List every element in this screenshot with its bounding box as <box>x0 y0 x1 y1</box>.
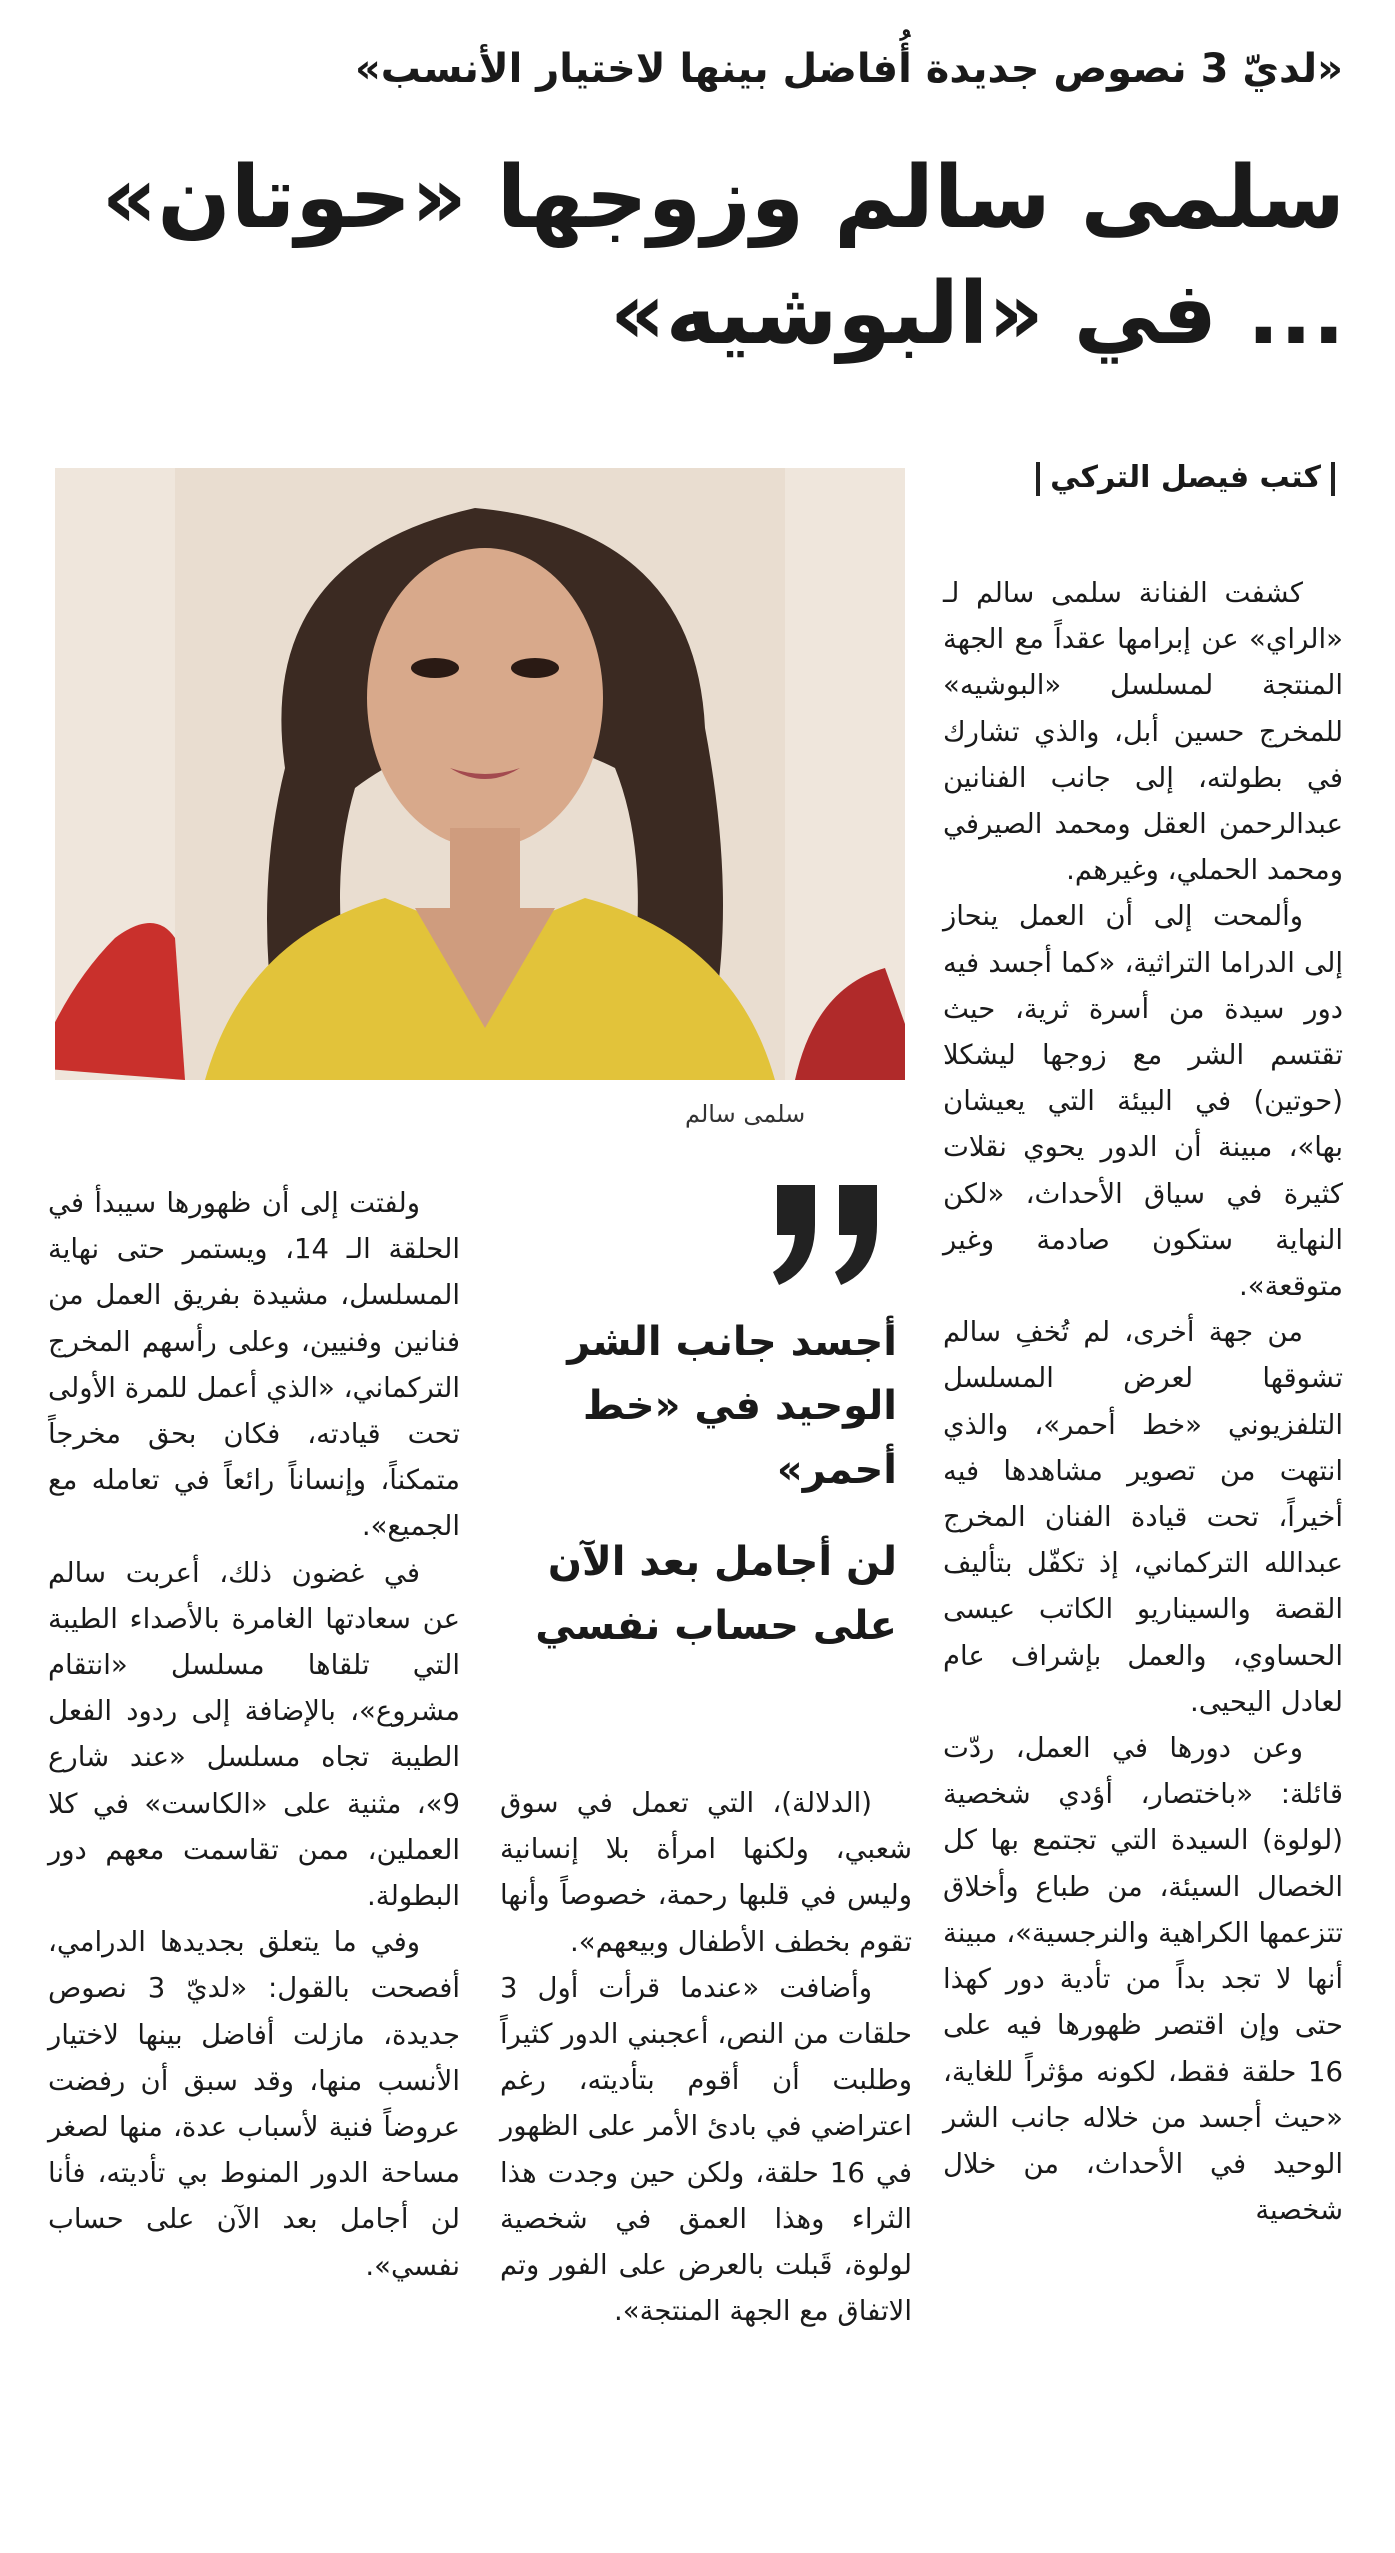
col3-paragraph: وفي ما يتعلق بجديدها الدرامي، أفصحت بالقول: «لديّ 3 نصوص جديدة، مازلت أفاضل بينها لاختيار الأنسب منها، وقد سبق أن رفضت عروضاً فنية لأسباب عدة، منها لصغر مساحة الدور المنوط بي تأديته، فأنا لن أجامل بعد الآن على حساب نفسي». <box>48 1926 460 2282</box>
byline-text: كتب فيصل التركي <box>1050 460 1321 495</box>
kicker: «لديّ 3 نصوص جديدة أُفاضل بينها لاختيار الأنسب» <box>354 46 1343 92</box>
byline <box>1026 460 1345 496</box>
photo-caption: سلمى سالم <box>685 1100 806 1128</box>
col1-paragraph: وألمحت إلى أن العمل ينحاز إلى الدراما التراثية، «كما أجسد فيه دور سيدة من أسرة ثرية، حيث تقتسم الشر مع زوجها ليشكلا (حوتين) في البيئة التي يعيشان بها»، مبينة أن الدور يحوي نقلات كثيرة في سياق الأحداث، «لكن النهاية ستكون صادمة وغير متوقعة». <box>943 900 1343 1303</box>
pull-quote-2: لن أجامل بعد الآن على حساب نفسي <box>535 1539 897 1649</box>
headline <box>55 140 1345 372</box>
col2-paragraph: (الدلالة)، التي تعمل في سوق شعبي، ولكنها امرأة بلا إنسانية وليس في قلبها رحمة، خصوصاً وأنها تقوم بخطف الأطفال وبيعهم». <box>500 1787 912 1958</box>
byline-bar-right <box>1331 462 1335 496</box>
col1-paragraph: من جهة أخرى، لم تُخفِ سالم تشوقها لعرض المسلسل التلفزيوني «خط أحمر»، والذي انتهت من تصوير مشاهدها فيه أخيراً، تحت قيادة الفنان المخرج عبدالله التركماني، إذ تكفّل بتأليف القصة والسيناريو الكاتب عيسى الحساوي، والعمل بإشراف عام لعادل اليحيى. <box>943 1316 1343 1718</box>
col3-paragraph: ولفتت إلى أن ظهورها سيبدأ في الحلقة الـ 14، ويستمر حتى نهاية المسلسل، مشيدة بفريق العمل من فنانين وفنيين، وعلى رأسهم المخرج التركماني، «الذي أعمل للمرة الأولى تحت قيادته، فكان بحق مخرجاً متمكناً، وإنساناً رائعاً في تعامله مع الجميع». <box>48 1187 460 1543</box>
col3-paragraph: في غضون ذلك، أعربت سالم عن سعادتها الغامرة بالأصداء الطيبة التي تلقاها مسلسل «انتقام مشروع»، بالإضافة إلى ردود الفعل الطيبة تجاه مسلسل «عند شارع 9»، مثنية على «الكاست» في كلا العملين، ممن تقاسمت معهم دور البطولة. <box>48 1556 460 1913</box>
headline-line2: ... في «البوشيه» <box>610 264 1345 364</box>
col2-paragraph: وأضافت «عندما قرأت أول 3 حلقات من النص، أعجبني الدور كثيراً وطلبت أن أقوم بتأديته، رغم اعتراضي في بادئ الأمر على الظهور في 16 حلقة، ولكن حين وجدت هذا الثراء وهذا العمق في شخصية لولوة، قَبلت بالعرض على الفور وتم الاتفاق مع الجهة المنتجة». <box>500 1971 912 2328</box>
column-1 <box>943 570 1343 2233</box>
headline-line1: سلمى سالم وزوجها «حوتان» <box>101 148 1345 248</box>
column-3 <box>48 1180 460 2289</box>
portrait-image <box>55 468 905 1080</box>
byline-bar-left <box>1036 462 1040 496</box>
col1-paragraph: وعن دورها في العمل، ردّت قائلة: «باختصار، أؤدي شخصية (لولوة) السيدة التي تجتمع بها كل الخصال السيئة، من طباع وأخلاق تتزعمها الكراهية والنرجسية»، مبينة أنها لا تجد بداً من تأدية دور كهذا حتى وإن اقتصر ظهورها فيه على 16 حلقة فقط، لكونه مؤثراً للغاية، «حيث أجسد من خلاله جانب الشر الوحيد في الأحداث، من خلال شخصية <box>943 1732 1343 2227</box>
quotation-mark-icon <box>767 1180 897 1290</box>
column-2 <box>500 1780 912 2334</box>
col1-paragraph: كشفت الفنانة سلمى سالم لـ «الراي» عن إبرامها عقداً مع الجهة المنتجة لمسلسل «البوشيه» للمخرج حسين أبل، والذي تشارك في بطولته، إلى جانب الفنانين عبدالرحمن العقل ومحمد الصيرفي ومحمد الحملي، وغيرهم. <box>943 577 1343 887</box>
pull-quote-1: أجسد جانب الشر الوحيد في «خط أحمر» <box>567 1319 897 1493</box>
article-photo <box>55 468 905 1080</box>
